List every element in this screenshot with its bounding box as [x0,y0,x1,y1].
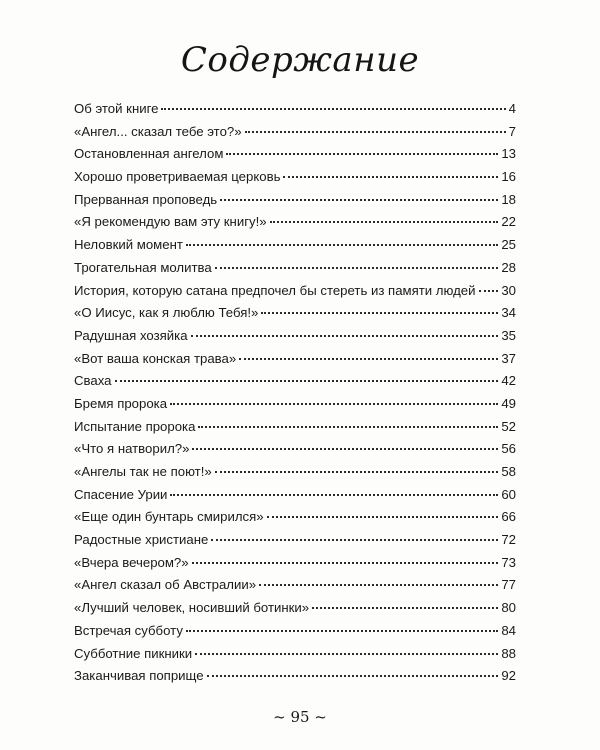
toc-entry-title: Радушная хозяйка [74,327,188,343]
toc-entry [74,484,516,507]
toc-entry [74,348,516,371]
dot-leader [312,607,498,609]
dot-leader [283,176,498,178]
toc-entry-title: «Ангелы так не поют!» [74,464,212,479]
toc-entry-title: Остановленная ангелом [74,146,224,162]
dot-leader [267,516,499,518]
toc-entry [74,257,516,280]
toc-entry [74,325,516,348]
toc-entry-title: «Ангел... сказал тебе это?» [74,123,242,139]
toc-entry [74,552,516,575]
dot-leader [170,403,498,405]
toc-entry-page: 16 [501,169,516,185]
dot-leader [186,630,498,632]
toc-entry-page: 4 [508,101,516,116]
dot-leader [207,675,499,677]
page-number: ~ 95 ~ [273,708,327,726]
toc-entry [74,506,516,529]
toc-entry-page: 73 [501,554,516,570]
toc-entry-title: Субботние пикники [74,645,193,661]
toc-entry [74,620,516,643]
toc-entry-page: 88 [501,645,516,661]
toc-entry [74,98,516,121]
toc-entry-page: 77 [501,577,516,593]
toc-entry-page: 42 [501,373,516,389]
dot-leader [259,584,498,586]
toc-entry-page: 72 [501,532,516,548]
toc-entry-title: Встречая субботу [74,622,183,638]
toc-entry-page: 84 [501,622,516,638]
toc-entry-title: «О Иисус, как я люблю Тебя!» [74,305,259,321]
dot-leader [261,312,498,314]
toc-entry [74,211,516,234]
toc-entry [74,302,516,325]
toc-entry-page: 52 [501,418,516,434]
toc-entry-title: Сваха [74,373,112,389]
toc-entry [74,370,516,393]
dot-leader [186,244,498,246]
dot-leader [192,448,498,450]
dot-leader [191,335,499,337]
toc-entry-page: 18 [501,191,516,207]
toc-entry-page: 80 [501,600,516,616]
dot-leader [226,153,498,155]
dot-leader [220,199,498,201]
toc-entry-page: 35 [501,327,516,343]
toc-entry [74,143,516,166]
toc-entry-title: Об этой книге [74,101,159,116]
toc-entry-page: 25 [501,237,516,253]
toc-entry-title: Бремя пророка [74,395,168,411]
toc-entry [74,393,516,416]
toc-entry-page: 92 [501,668,516,684]
toc-entry-title: «Ангел сказал об Австралии» [74,577,257,593]
toc-entry [74,189,516,212]
toc-entry-title: Заканчивая поприще [74,668,204,684]
toc-entry [74,280,516,303]
toc-entry-page: 60 [501,486,516,502]
dot-leader [245,131,506,133]
toc-entry-page: 34 [501,305,516,321]
dot-leader [170,494,498,496]
page-title: Содержание [180,40,420,80]
toc-entry [74,597,516,620]
dot-leader [192,562,499,564]
toc-entry-title: Радостные христиане [74,532,209,548]
dot-leader [239,358,498,360]
dot-leader [211,539,498,541]
toc-entry-page: 30 [501,282,516,298]
toc-entry-page: 58 [501,464,516,479]
toc-entry-page: 22 [501,214,516,230]
toc-entry [74,438,516,461]
toc-entry [74,234,516,257]
toc-entry-title: История, которую сатана предпочел бы стереть из памяти людей [74,282,476,298]
dot-leader [215,471,499,473]
toc-entry [74,461,516,484]
toc-entry-title: «Что я натворил?» [74,441,190,457]
table-of-contents [74,98,516,688]
dot-leader [161,108,505,110]
toc-entry-page: 7 [508,123,516,139]
toc-entry-title: Неловкий момент [74,237,183,253]
toc-entry-title: «Я рекомендую вам эту книгу!» [74,214,267,230]
toc-entry [74,166,516,189]
toc-entry [74,121,516,144]
toc-entry-page: 37 [501,350,516,366]
dot-leader [198,426,498,428]
dot-leader [195,653,498,655]
toc-entry-title: Спасение Урии [74,486,168,502]
toc-entry-page: 66 [501,509,516,525]
dot-leader [479,290,499,292]
toc-entry-title: Трогательная молитва [74,259,212,275]
toc-entry [74,643,516,666]
toc-entry-page: 28 [501,259,516,275]
dot-leader [270,221,499,223]
toc-entry-title: «Вот ваша конская трава» [74,350,237,366]
toc-entry-title: «Вчера вечером?» [74,554,189,570]
toc-entry [74,529,516,552]
toc-entry [74,574,516,597]
toc-entry [74,665,516,688]
toc-entry-title: Хорошо проветриваемая церковь [74,169,281,185]
toc-entry-title: «Еще один бунтарь смирился» [74,509,264,525]
toc-entry-page: 49 [501,395,516,411]
toc-entry-page: 56 [501,441,516,457]
dot-leader [115,380,499,382]
toc-entry-title: «Лучший человек, носивший ботинки» [74,600,310,616]
toc-entry-title: Испытание пророка [74,418,196,434]
dot-leader [215,267,499,269]
toc-entry-title: Прерванная проповедь [74,191,218,207]
toc-entry-page: 13 [501,146,516,162]
toc-entry [74,416,516,439]
